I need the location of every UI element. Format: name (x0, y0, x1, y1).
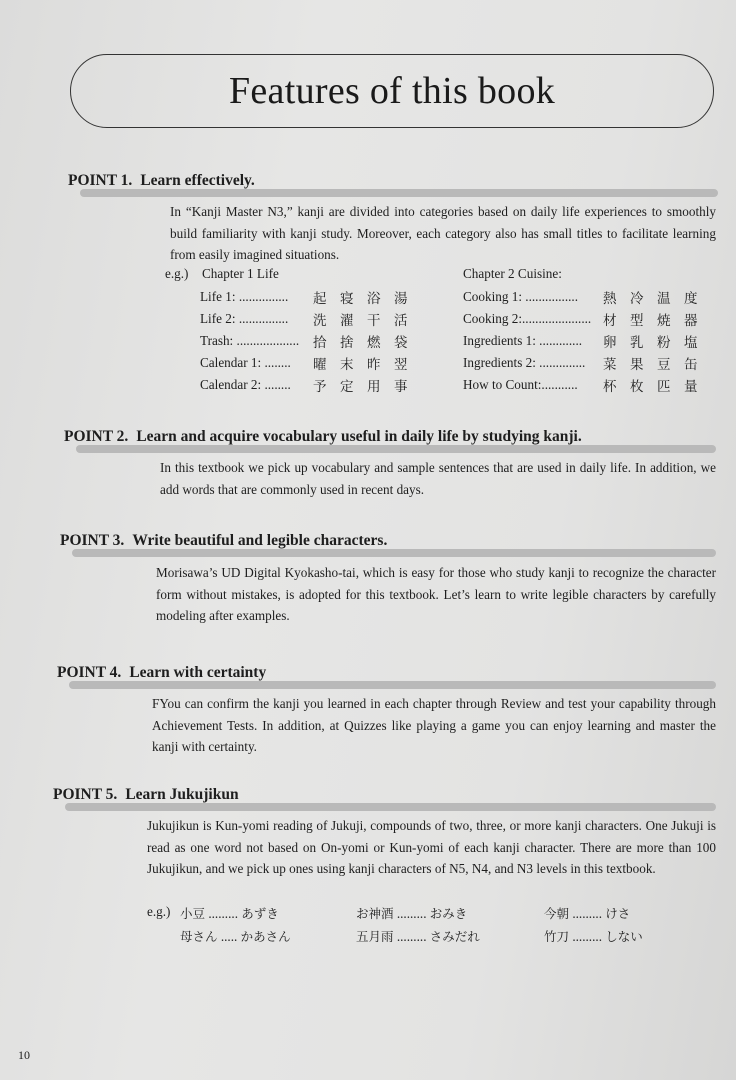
point-1-section (68, 172, 718, 194)
list-item (463, 352, 711, 374)
heading-underline-bar (72, 549, 716, 557)
page-title: Features of this book (228, 70, 556, 112)
point-title: Learn Jukujikun (125, 786, 239, 803)
row-label: Cooking 2:..................... (463, 311, 592, 326)
point-label: POINT 3. (60, 532, 125, 549)
kanji-group (603, 287, 711, 307)
jukuji-reading: かあさん (240, 929, 291, 944)
list-item (356, 904, 467, 922)
list-item (463, 374, 711, 396)
kanji: 活 (394, 313, 408, 329)
jukuji-word: 五月雨 (356, 929, 394, 944)
point-5-body: Jukujikun is Kun-yomi reading of Jukuji, compounds of two, three, or more kanji characters. One Jukuji is read as one word not based on On-yomi or Kun-yomi of each kanji character. There are more than 100 Jukujikun, and we pick up ones using kanji characters of N5, N4, and N3 levels in this textbook. (147, 818, 716, 876)
kanji: 末 (340, 357, 354, 373)
point-4-section (57, 664, 716, 686)
point-2-body: In this textbook we pick up vocabulary and sample sentences that are used in daily life. In addition, we add words that are commonly used in recent days. (160, 460, 716, 497)
row-label: Ingredients 1: ............. (463, 333, 583, 348)
point-5-section (53, 786, 716, 808)
kanji: 匹 (657, 379, 671, 395)
kanji: 寝 (340, 291, 354, 307)
jukuji-word: 今朝 (544, 906, 570, 921)
jukuji-reading: さみだれ (429, 929, 480, 944)
list-item (356, 927, 480, 945)
example-prefix: e.g.) (165, 266, 189, 281)
kanji: 焼 (657, 313, 671, 329)
jukuji-word: 小豆 (180, 906, 206, 921)
kanji: 湯 (394, 291, 408, 307)
kanji: 卵 (603, 335, 617, 351)
heading-underline-bar (80, 189, 718, 197)
row-label: Cooking 1: ................ (463, 289, 579, 304)
point-1-body: In “Kanji Master N3,” kanji are divided into categories based on daily life experiences to smoothly build familiarity with kanji study. Moreover, each category also has small titles to facilitate learning from easily imagined situations. (170, 204, 716, 262)
point-label: POINT 4. (57, 664, 122, 681)
heading-underline-bar (76, 445, 716, 453)
kanji: 粉 (657, 335, 671, 351)
heading-underline-bar (69, 681, 716, 689)
leader-dots: ......... (205, 906, 242, 921)
point-4-body: FYou can confirm the kanji you learned in each chapter through Review and test your capability through Achievement Tests. In addition, at Quizzes like playing a game you can enjoy learning and master the kanji with certainty. (152, 696, 716, 754)
chapter-2-list (463, 286, 711, 396)
kanji: 事 (394, 379, 408, 395)
kanji: 冷 (630, 291, 644, 307)
point-3-heading (60, 532, 716, 554)
row-label: Life 1: ............... (200, 289, 289, 304)
chapter-1-title: Chapter 1 Life (202, 266, 279, 281)
point-label: POINT 1. (68, 172, 133, 189)
kanji: 捨 (340, 335, 354, 351)
kanji: 豆 (657, 357, 671, 373)
kanji: 乳 (630, 335, 644, 351)
jukuji-word: 母さん (180, 929, 218, 944)
kanji: 量 (684, 379, 698, 395)
kanji-group (313, 375, 421, 395)
point-2-heading (64, 428, 716, 450)
point-4-heading (57, 664, 716, 686)
point-5-heading (53, 786, 716, 808)
kanji: 度 (684, 291, 698, 307)
jukuji-word: お神酒 (356, 906, 394, 921)
list-item (463, 286, 711, 308)
point-2-section (64, 428, 716, 450)
jukuji-reading: おみき (429, 906, 468, 921)
kanji: 果 (630, 357, 644, 373)
kanji: 浴 (367, 291, 381, 307)
list-item (463, 308, 711, 330)
kanji-group (313, 331, 421, 351)
row-label: Calendar 2: ........ (200, 377, 291, 392)
list-item (200, 308, 421, 330)
point-title: Write beautiful and legible characters. (132, 532, 388, 549)
point-title: Learn and acquire vocabulary useful in daily life by studying kanji. (136, 428, 582, 445)
kanji: 干 (367, 313, 381, 329)
point-3-body: Morisawa’s UD Digital Kyokasho-tai, which is easy for those who study kanji to recognize the character form without mistakes, is adopted for this textbook. Let’s learn to write legible characters by carefully modeling after examples. (156, 565, 716, 623)
kanji: 燃 (367, 335, 381, 351)
kanji: 塩 (684, 335, 698, 351)
kanji: 翌 (394, 357, 408, 373)
row-label: Trash: ................... (200, 333, 300, 348)
list-item (544, 927, 643, 945)
heading-underline-bar (65, 803, 716, 811)
kanji: 拾 (313, 335, 327, 351)
kanji: 予 (313, 379, 327, 395)
kanji: 昨 (367, 357, 381, 373)
kanji: 枚 (630, 379, 644, 395)
kanji: 起 (313, 291, 327, 307)
leader-dots: ......... (393, 929, 430, 944)
jukuji-reading: あずき (241, 906, 279, 921)
page-number: 10 (18, 1048, 30, 1062)
kanji: 型 (630, 313, 644, 329)
jukuji-reading: けさ (605, 906, 631, 921)
row-label: How to Count:........... (463, 377, 578, 392)
kanji-group (603, 331, 711, 351)
example-prefix: e.g.) (147, 904, 171, 919)
leader-dots: ......... (393, 906, 430, 921)
kanji: 杯 (603, 379, 617, 395)
kanji: 洗 (313, 313, 327, 329)
kanji: 菜 (603, 357, 617, 373)
list-item (544, 904, 630, 922)
kanji-group (603, 353, 711, 373)
leader-dots: ..... (217, 929, 241, 944)
list-item (200, 286, 421, 308)
kanji: 缶 (684, 357, 698, 373)
point-1-heading (68, 172, 718, 194)
chapter-1-list (200, 286, 421, 396)
kanji: 材 (603, 313, 617, 329)
kanji-group (313, 287, 421, 307)
point-label: POINT 5. (53, 786, 118, 803)
kanji-group (603, 375, 711, 395)
kanji: 曜 (313, 357, 327, 373)
kanji: 温 (657, 291, 671, 307)
kanji: 熱 (603, 291, 617, 307)
jukuji-word: 竹刀 (544, 929, 570, 944)
jukuji-reading: しない (605, 929, 643, 944)
point-title: Learn effectively. (140, 172, 255, 189)
leader-dots: ......... (569, 929, 606, 944)
point-label: POINT 2. (64, 428, 129, 445)
kanji: 定 (340, 379, 354, 395)
row-label: Life 2: ............... (200, 311, 289, 326)
list-item (200, 374, 421, 396)
kanji: 用 (367, 379, 381, 395)
point-title: Learn with certainty (129, 664, 267, 681)
list-item (463, 330, 711, 352)
kanji: 器 (684, 313, 698, 329)
list-item (180, 927, 291, 945)
point-3-section (60, 532, 716, 554)
kanji-group (313, 309, 421, 329)
row-label: Ingredients 2: .............. (463, 355, 586, 370)
list-item (200, 352, 421, 374)
kanji: 袋 (394, 335, 408, 351)
kanji-group (603, 309, 711, 329)
title-frame (70, 54, 714, 128)
list-item (200, 330, 421, 352)
row-label: Calendar 1: ........ (200, 355, 291, 370)
chapter-2-title: Chapter 2 Cuisine: (463, 266, 562, 281)
leader-dots: ......... (569, 906, 606, 921)
list-item (180, 904, 279, 922)
kanji: 濯 (340, 313, 354, 329)
kanji-group (313, 353, 421, 373)
